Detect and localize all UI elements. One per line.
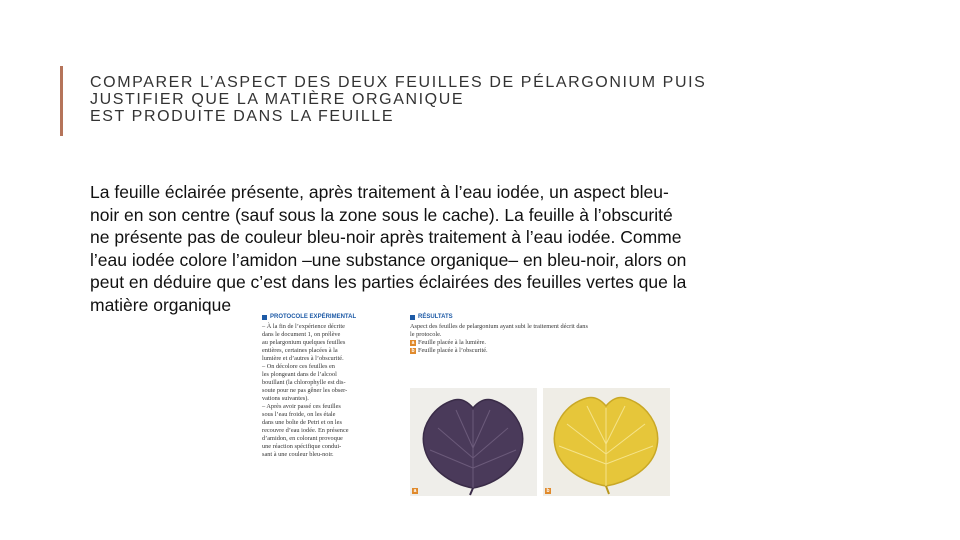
experiment-figure <box>262 312 676 498</box>
protocol-line: au pelargonium quelques feuilles <box>262 339 346 346</box>
body-line: peut en déduire que c’est dans les parties éclairées des feuilles vertes que la <box>90 272 687 292</box>
protocol-line: d’amidon, en colorant provoque <box>262 435 343 442</box>
dark-leaf-image <box>410 388 537 496</box>
results-line: le protocole. <box>410 331 442 338</box>
protocol-heading-label: PROTOCOLE EXPÉRIMENTAL <box>270 314 357 320</box>
square-bullet-icon <box>410 315 415 320</box>
slide-title <box>90 74 890 125</box>
results-item <box>410 339 676 347</box>
protocol-line: – Après avoir passé ces feuilles <box>262 403 341 410</box>
protocol-line: bouillant (la chlorophylle est dis- <box>262 379 346 386</box>
protocol-line: dans le document 1, on prélève <box>262 331 341 338</box>
photo-tag: a <box>413 488 417 494</box>
protocol-line: – À la fin de l’expérience décrite <box>262 323 345 330</box>
yellow-leaf-image <box>543 388 670 496</box>
slide-body-text <box>90 181 860 316</box>
protocol-line: recouvre d’eau iodée. En présence <box>262 427 349 434</box>
photo-tag: b <box>546 488 550 494</box>
results-column <box>410 312 676 355</box>
body-line: ne présente pas de couleur bleu-noir après traitement à l’eau iodée. Comme <box>90 227 682 247</box>
results-line: Aspect des feuilles de pelargonium ayant subi le traitement décrit dans <box>410 323 588 330</box>
title-line: COMPARER L’ASPECT DES DEUX FEUILLES DE PÉLARGONIUM PUIS <box>90 74 707 91</box>
title-accent-bar <box>60 66 63 136</box>
leaf-photo-dark <box>543 388 670 496</box>
protocol-line: sous l’eau froide, on les étale <box>262 411 336 418</box>
title-line: EST PRODUITE DANS LA FEUILLE <box>90 108 395 125</box>
square-bullet-icon <box>262 315 267 320</box>
results-item <box>410 347 676 355</box>
protocol-line: dans une boîte de Petri et on les <box>262 419 342 426</box>
result-tag: b <box>411 348 415 354</box>
result-tag: a <box>411 340 415 346</box>
body-line: matière organique <box>90 294 232 315</box>
protocol-line: entières, certaines placées à la <box>262 347 338 354</box>
body-line: La feuille éclairée présente, après traitement à l’eau iodée, un aspect bleu- <box>90 182 669 202</box>
protocol-line: une réaction spécifique condui- <box>262 443 342 450</box>
body-line: noir en son centre (sauf sous la zone sous le cache). La feuille à l’obscurité <box>90 204 673 225</box>
protocol-column <box>262 312 400 459</box>
results-heading <box>410 312 676 322</box>
protocol-line: sant à une couleur bleu-noir. <box>262 451 334 458</box>
leaf-photo-light <box>410 388 537 496</box>
results-heading-label: RÉSULTATS <box>418 314 453 320</box>
protocol-line: vations suivantes). <box>262 395 309 402</box>
protocol-heading <box>262 312 400 322</box>
body-line: l’eau iodée colore l’amidon –une substance organique– en bleu-noir, alors on <box>90 249 687 270</box>
protocol-line: soute pour ne pas gêner les obser- <box>262 387 348 394</box>
protocol-line: les plongeant dans de l’alcool <box>262 371 337 378</box>
protocol-text <box>262 323 400 459</box>
result-label: Feuille placée à la lumière. <box>418 339 487 346</box>
results-text <box>410 323 676 355</box>
protocol-line: lumière et d’autres à l’obscurité. <box>262 355 344 362</box>
title-line: JUSTIFIER QUE LA MATIÈRE ORGANIQUE <box>90 91 465 108</box>
result-label: Feuille placée à l’obscurité. <box>418 347 488 354</box>
protocol-line: – On décolore ces feuilles en <box>262 363 335 370</box>
